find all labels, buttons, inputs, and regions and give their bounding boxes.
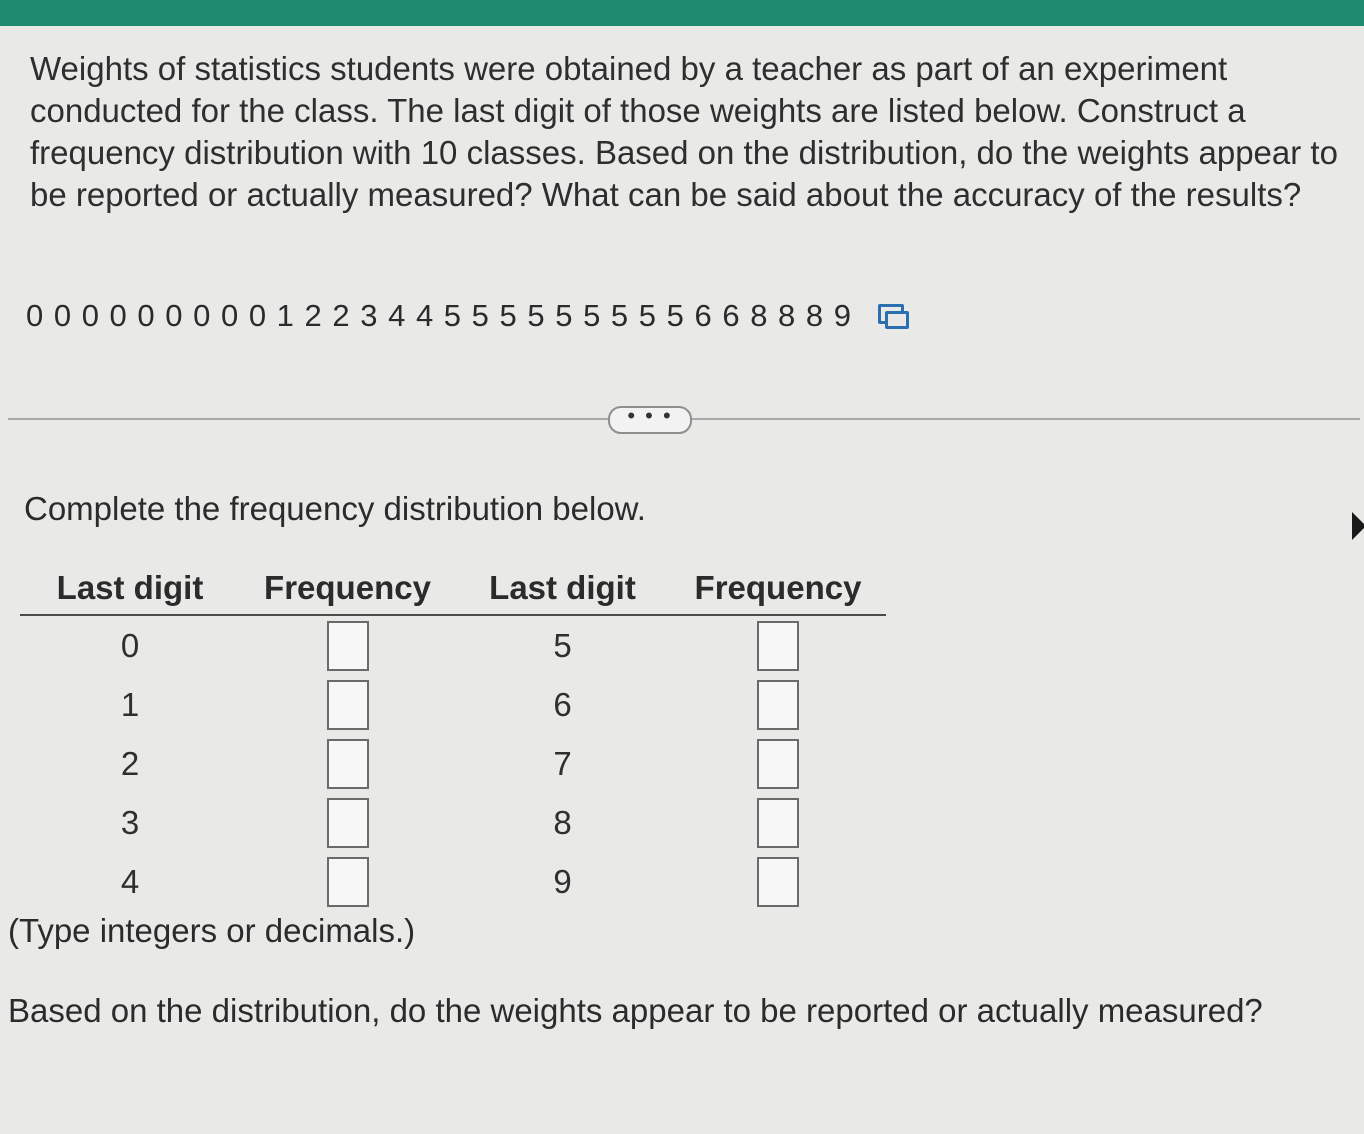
question-text: Weights of statistics students were obtained by a teacher as part of an experiment conducted for the class. The last digit of those weights are listed below. Construct a frequency distribution with 10 classes. Based on the distribution, do the weights appear to be reported or actually measured? What can be said about the accuracy of the results? — [30, 50, 1338, 213]
last-digit-cell: 6 — [553, 685, 572, 723]
top-header-bar — [0, 0, 1364, 26]
frequency-input-0[interactable] — [327, 621, 369, 671]
last-digit-cell: 7 — [553, 744, 572, 782]
instruction-text: Complete the frequency distribution below. — [24, 490, 646, 527]
last-digit-cell: 3 — [120, 803, 140, 841]
mouse-cursor-icon — [1352, 512, 1364, 540]
frequency-input-8[interactable] — [757, 798, 799, 848]
table-row — [20, 793, 886, 852]
header-last-digit-right: Last digit — [489, 569, 636, 606]
expand-more-button[interactable]: • • • — [608, 406, 692, 434]
table-row — [20, 675, 886, 734]
copy-data-icon[interactable] — [878, 304, 908, 328]
frequency-input-3[interactable] — [327, 798, 369, 848]
frequency-input-7[interactable] — [757, 739, 799, 789]
frequency-input-6[interactable] — [757, 680, 799, 730]
last-digit-cell: 0 — [120, 626, 140, 664]
frequency-input-1[interactable] — [327, 680, 369, 730]
header-frequency-right: Frequency — [694, 569, 862, 606]
frequency-table — [20, 562, 886, 911]
table-row — [20, 734, 886, 793]
frequency-input-2[interactable] — [327, 739, 369, 789]
table-header — [20, 562, 886, 616]
header-frequency-left: Frequency — [264, 569, 431, 606]
table-row — [20, 852, 886, 911]
frequency-input-4[interactable] — [327, 857, 369, 907]
last-digit-cell: 2 — [120, 744, 140, 782]
last-digit-cell: 9 — [553, 862, 572, 900]
followup-question: Based on the distribution, do the weights appear to be reported or actually measured? — [8, 992, 1263, 1029]
last-digit-cell: 8 — [553, 803, 572, 841]
frequency-input-9[interactable] — [757, 857, 799, 907]
last-digit-cell: 5 — [553, 626, 572, 664]
input-hint: (Type integers or decimals.) — [8, 912, 416, 949]
data-values-row — [26, 298, 908, 334]
table-row — [20, 616, 886, 675]
header-last-digit-left: Last digit — [56, 569, 204, 606]
last-digit-cell: 4 — [120, 862, 140, 900]
last-digit-cell: 1 — [120, 685, 140, 723]
frequency-input-5[interactable] — [757, 621, 799, 671]
data-values: 0 0 0 0 0 0 0 0 0 1 2 2 3 4 4 5 5 5 5 5 5 5 5 5 6 6 8 8 8 9 — [26, 298, 852, 333]
